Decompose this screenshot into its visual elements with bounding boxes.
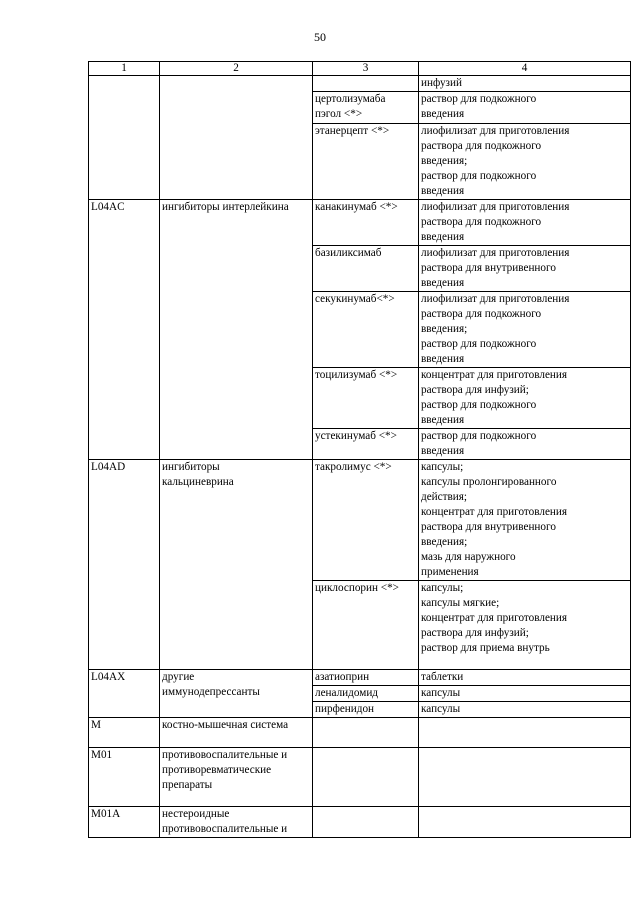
table-row [89, 748, 631, 807]
dosage-form-cell: лиофилизат для приготовления раствора для внутривенного введения [419, 246, 631, 292]
drug-name-cell: устекинумаб <*> [313, 429, 419, 460]
drug-name-cell: пирфенидон [313, 702, 419, 718]
drug-name-cell [313, 76, 419, 92]
group-name-cell: ингибиторы кальциневрина [160, 460, 313, 670]
table-row [89, 718, 631, 748]
drug-name-cell: циклоспорин <*> [313, 581, 419, 670]
drug-classification-table [88, 61, 631, 838]
drug-name-cell [313, 748, 419, 807]
dosage-form-cell: капсулы [419, 702, 631, 718]
group-name-cell: другие иммунодепрессанты [160, 670, 313, 718]
drug-name-cell: тоцилизумаб <*> [313, 368, 419, 429]
drug-name-cell: азатиоприн [313, 670, 419, 686]
header-col-4: 4 [419, 62, 631, 76]
dosage-form-cell: лиофилизат для приготовления раствора для подкожного введения [419, 200, 631, 246]
table-row [89, 200, 631, 246]
dosage-form-cell: лиофилизат для приготовления раствора для подкожного введения; раствор для подкожного введения [419, 124, 631, 200]
table-row [89, 807, 631, 838]
header-col-1: 1 [89, 62, 160, 76]
atc-code-cell: M01A [89, 807, 160, 838]
atc-code-cell: L04AC [89, 200, 160, 460]
dosage-form-cell: капсулы; капсулы мягкие; концентрат для приготовления раствора для инфузий; раствор для приема внутрь [419, 581, 631, 670]
dosage-form-cell [419, 748, 631, 807]
atc-code-cell: L04AX [89, 670, 160, 718]
drug-name-cell: секукинумаб<*> [313, 292, 419, 368]
table-row [89, 670, 631, 686]
atc-code-cell: M01 [89, 748, 160, 807]
drug-name-cell: канакинумаб <*> [313, 200, 419, 246]
dosage-form-cell: концентрат для приготовления раствора для инфузий; раствор для подкожного введения [419, 368, 631, 429]
atc-code-cell: M [89, 718, 160, 748]
group-name-cell: нестероидные противовоспалительные и [160, 807, 313, 838]
dosage-form-cell: капсулы [419, 686, 631, 702]
group-name-cell: костно-мышечная система [160, 718, 313, 748]
group-name-cell: ингибиторы интерлейкина [160, 200, 313, 460]
drug-name-cell: цертолизумаба пэгол <*> [313, 92, 419, 124]
header-col-2: 2 [160, 62, 313, 76]
group-name-cell: противовоспалительные и противоревматические препараты [160, 748, 313, 807]
drug-name-cell: базиликсимаб [313, 246, 419, 292]
drug-name-cell: этанерцепт <*> [313, 124, 419, 200]
drug-name-cell [313, 718, 419, 748]
header-col-3: 3 [313, 62, 419, 76]
drug-name-cell: леналидомид [313, 686, 419, 702]
dosage-form-cell: раствор для подкожного введения [419, 429, 631, 460]
dosage-form-cell [419, 718, 631, 748]
drug-name-cell [313, 807, 419, 838]
dosage-form-cell: таблетки [419, 670, 631, 686]
dosage-form-cell: лиофилизат для приготовления раствора для подкожного введения; раствор для подкожного введения [419, 292, 631, 368]
group-name-cell [160, 76, 313, 200]
atc-code-cell [89, 76, 160, 200]
dosage-form-cell: капсулы; капсулы пролонгированного действия; концентрат для приготовления раствора для внутривенного введения; мазь для наружного применения [419, 460, 631, 581]
dosage-form-cell: раствор для подкожного введения [419, 92, 631, 124]
drug-name-cell: такролимус <*> [313, 460, 419, 581]
atc-code-cell: L04AD [89, 460, 160, 670]
page-number: 50 [314, 30, 326, 44]
table-row [89, 76, 631, 92]
dosage-form-cell [419, 807, 631, 838]
table-header-row [89, 62, 631, 76]
table-row [89, 460, 631, 581]
dosage-form-cell: инфузий [419, 76, 631, 92]
